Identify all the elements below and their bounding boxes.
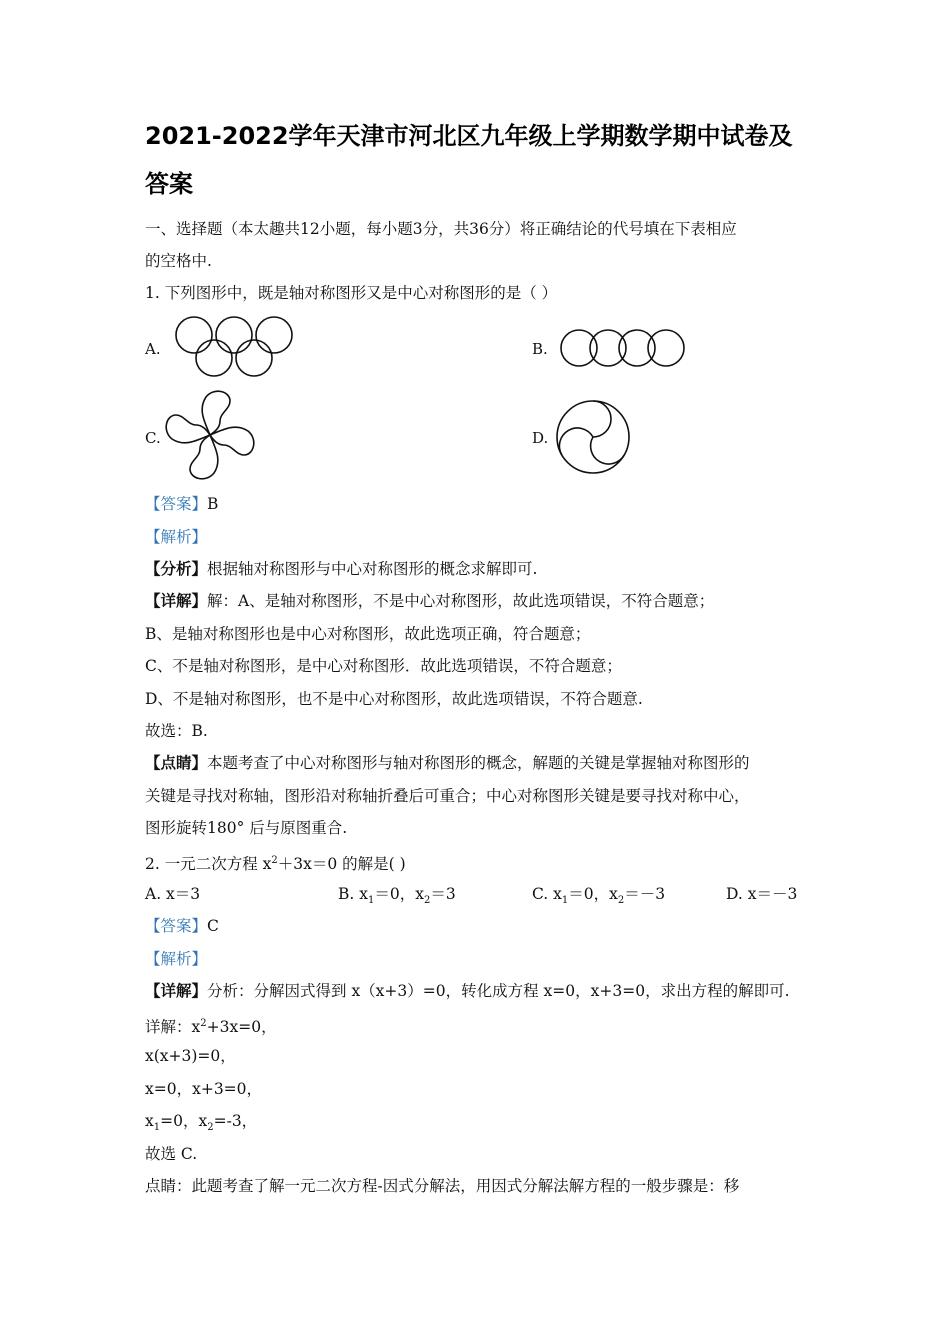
q1-option-d-label: D. — [532, 429, 549, 447]
q2-option-b-sub1: 1 — [368, 895, 375, 907]
q1-comment-line1 — [145, 753, 750, 773]
q2-analysis-tag: 【解析】 — [145, 950, 208, 968]
q1-comment-2: 关键是寻找对称轴，图形沿对称轴折叠后可重合；中心对称图形关键是要寻找对称中心， — [145, 787, 750, 805]
q2-option-b-pre: B. x — [338, 885, 368, 903]
q1-option-b-label: B. — [532, 340, 548, 358]
q1-comment-1: 本题考查了中心对称图形与轴对称图形的概念，解题的关键是掌握轴对称图形的 — [207, 754, 750, 772]
q1-comment-tag: 【点睛】 — [145, 753, 208, 772]
q1-fenxi-line — [145, 559, 537, 579]
q1-fenxi: 根据轴对称图形与中心对称图形的概念求解即可. — [207, 560, 538, 578]
q2-choose: 故选 C. — [145, 1145, 198, 1163]
q1-answer-tag: 【答案】 — [145, 495, 208, 513]
q2-step4-sub1: 1 — [153, 1122, 161, 1134]
q2-step1 — [145, 1014, 277, 1037]
q2-detail-line — [145, 981, 790, 1001]
q1-answer: B — [207, 495, 219, 513]
q2-option-c-sub2: 2 — [617, 895, 625, 907]
q2-stem — [145, 851, 406, 874]
q1-stem: 1. 下列图形中，既是轴对称图形又是中心对称图形的是（ ） — [145, 284, 558, 302]
q1-option-d-circle-arcs-figure — [554, 398, 632, 476]
q2-option-c-post: ＝－3 — [624, 885, 666, 903]
q1-detail-3: C、不是轴对称图形，是中心对称图形．故此选项错误，不符合题意； — [145, 657, 622, 675]
q2-option-c-mid: ＝0，x — [568, 885, 618, 903]
q2-step3: x=0，x+3=0， — [145, 1080, 263, 1098]
q1-detail-line1 — [145, 591, 714, 611]
q2-step1-sup: 2 — [200, 1018, 207, 1029]
section-instruction-line1: 一、选择题（本太趣共12小题，每小题3分，共36分）将正确结论的代号填在下表相应 — [145, 220, 737, 238]
q2-option-c-pre: C. x — [532, 885, 562, 903]
q2-option-c-sub1: 1 — [561, 895, 569, 907]
q2-option-d: D. x＝－3 — [726, 885, 798, 903]
q2-step4-mid: =0，x — [160, 1112, 208, 1130]
q1-option-a-rings-figure — [170, 314, 300, 382]
q1-answer-line — [145, 494, 218, 514]
q2-step2: x(x+3)=0， — [145, 1047, 236, 1065]
q2-stem-pre: 2. 一元二次方程 x — [145, 855, 272, 874]
q1-option-c-label: C. — [145, 429, 161, 447]
q2-option-b-post: ＝3 — [430, 885, 456, 903]
q1-detail-2: B、是轴对称图形也是中心对称图形，故此选项正确，符合题意； — [145, 625, 591, 643]
q1-analysis-tag: 【解析】 — [145, 528, 208, 546]
q2-answer-tag: 【答案】 — [145, 917, 208, 935]
q2-step4 — [145, 1111, 257, 1138]
section-instruction-line2: 的空格中. — [145, 252, 212, 270]
q2-comment: 点睛：此题考查了解一元二次方程-因式分解法，用因式分解法解方程的一般步骤是：移 — [145, 1177, 740, 1195]
q1-comment-3: 图形旋转180° 后与原图重合. — [145, 819, 348, 837]
q2-step1-pre: 详解：x — [145, 1018, 201, 1037]
q2-option-b-mid: ＝0，x — [374, 885, 424, 903]
q2-stem-post: ＋3x＝0 的解是( ) — [277, 855, 406, 874]
q2-step1-post: +3x=0， — [206, 1018, 277, 1037]
q2-option-b-sub2: 2 — [423, 895, 431, 907]
q1-detail-tag: 【详解】 — [145, 591, 208, 610]
q1-choose: 故选：B. — [145, 722, 208, 740]
q2-detail-tag: 【详解】 — [145, 981, 208, 1000]
q2-answer-line — [145, 916, 219, 936]
q1-option-b-circles-figure — [558, 326, 690, 370]
q2-answer: C — [207, 917, 219, 935]
page-title: 2021-2022学年天津市河北区九年级上学期数学期中试卷及答案 — [145, 122, 793, 198]
q2-step4-sub2: 2 — [207, 1122, 214, 1134]
q2-option-a: A. x＝3 — [145, 885, 201, 903]
q2-step4-post: =-3， — [213, 1112, 258, 1130]
q2-option-c — [532, 884, 665, 911]
q1-detail-4: D、不是轴对称图形，也不是中心对称图形，故此选项错误，不符合题意. — [145, 690, 643, 708]
q1-option-a-label: A. — [145, 340, 161, 358]
q1-option-c-pinwheel-figure — [164, 390, 256, 480]
q2-detail: 分析：分解因式得到 x（x+3）=0，转化成方程 x=0，x+3=0，求出方程的解即可. — [207, 982, 790, 1000]
q2-step4-pre: x — [145, 1112, 154, 1130]
q2-stem-sup: 2 — [271, 855, 278, 866]
q1-fenxi-tag: 【分析】 — [145, 559, 208, 578]
q2-option-b — [338, 884, 456, 911]
q1-detail-1: 解：A、是轴对称图形，不是中心对称图形，故此选项错误，不符合题意； — [207, 592, 715, 610]
